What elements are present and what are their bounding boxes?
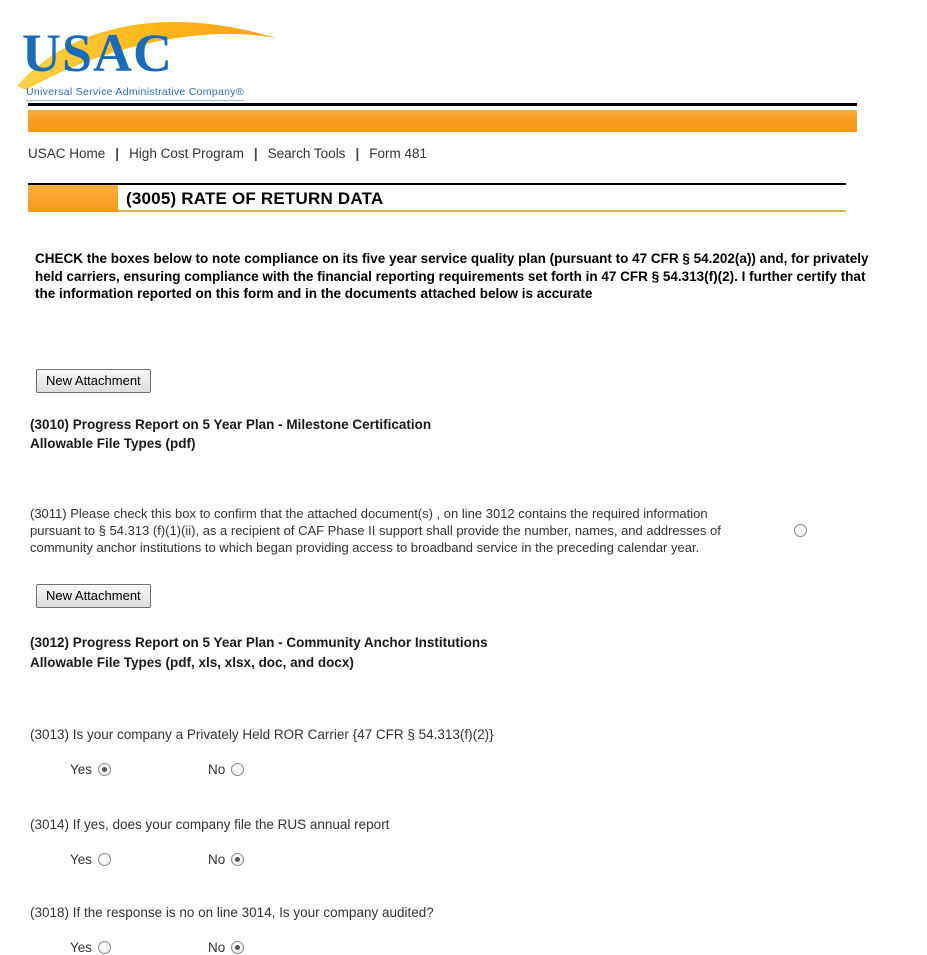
q3018-yes-radio[interactable] xyxy=(98,941,111,954)
nav-usac-home[interactable]: USAC Home xyxy=(28,146,106,161)
heading-3010-line2: Allowable File Types (pdf) xyxy=(30,436,196,452)
question-3018-options xyxy=(70,940,927,955)
heading-3010 xyxy=(30,415,927,454)
question-3018-text: (3018) If the response is no on line 3014, Is your company audited? xyxy=(30,904,434,920)
question-3013-text: (3013) Is your company a Privately Held ROR Carrier {47 CFR § 54.313(f)(2)} xyxy=(30,726,494,742)
breadcrumb xyxy=(28,146,927,161)
nav-search-tools[interactable]: Search Tools xyxy=(267,146,346,161)
nav-high-cost-program[interactable]: High Cost Program xyxy=(129,146,244,161)
nav-separator: | xyxy=(253,146,258,161)
q3014-no-radio[interactable] xyxy=(231,853,244,866)
q3013-yes-label[interactable]: Yes xyxy=(70,761,93,777)
usac-logo xyxy=(10,4,290,102)
question-3014-text: (3014) If yes, does your company file the RUS annual report xyxy=(30,816,390,832)
q3014-yes-label[interactable]: Yes xyxy=(70,851,93,867)
q3013-yes-radio[interactable] xyxy=(98,763,111,776)
question-3011-row xyxy=(30,506,927,557)
nav-separator: | xyxy=(115,146,120,161)
q3018-no-label[interactable]: No xyxy=(208,939,226,955)
new-attachment-button-3012[interactable]: New Attachment xyxy=(36,584,151,608)
question-3011-radio[interactable] xyxy=(794,524,807,537)
question-3013-options xyxy=(70,762,927,777)
q3013-no-radio[interactable] xyxy=(231,763,244,776)
compliance-intro-text: CHECK the boxes below to note compliance on its five year service quality plan (pursuant to 47 CFR § 54.202(a)) and, for privately held carriers, ensuring compliance with the financial reporting requirements set forth in 47 CFR § 54.313(f)(2). I further certify that the information reported on this form and in the documents attached below is accurate xyxy=(35,251,869,302)
heading-3012-line2: Allowable File Types (pdf, xls, xlsx, doc, and docx) xyxy=(30,655,354,670)
q3014-yes-radio[interactable] xyxy=(98,853,111,866)
header-orange-bar xyxy=(28,110,857,132)
nav-separator: | xyxy=(355,146,360,161)
page-title: (3005) RATE OF RETURN DATA xyxy=(118,185,846,212)
question-3011-radio-cell xyxy=(794,522,807,540)
q3018-yes-label[interactable]: Yes xyxy=(70,939,93,955)
question-3014-options xyxy=(70,852,927,867)
logo-wordmark: USAC xyxy=(22,23,174,83)
header-divider xyxy=(28,103,857,106)
question-3011-text: (3011) Please check this box to confirm that the attached document(s) , on line 3012 contains the required information pursuant to § 54.313 (f)(1)(ii), as a recipient of CAF Phase II support shall provide the number, names, and addresses of community anchor institutions to which began providing access to broadband service in the preceding calendar year. xyxy=(30,505,721,555)
q3018-no-radio[interactable] xyxy=(231,941,244,954)
logo-tagline: Universal Service Administrative Company® xyxy=(26,86,244,101)
title-orange-block xyxy=(28,185,118,212)
q3014-no-label[interactable]: No xyxy=(208,851,226,867)
heading-3012 xyxy=(30,633,927,672)
new-attachment-button-3010[interactable]: New Attachment xyxy=(36,369,151,393)
page-header xyxy=(0,0,927,103)
heading-3012-line1: (3012) Progress Report on 5 Year Plan - Community Anchor Institutions xyxy=(30,635,488,651)
heading-3010-line1: (3010) Progress Report on 5 Year Plan - Milestone Certification xyxy=(30,416,432,432)
q3013-no-label[interactable]: No xyxy=(208,761,226,777)
nav-form-481[interactable]: Form 481 xyxy=(369,146,427,161)
page-title-bar xyxy=(28,183,846,212)
